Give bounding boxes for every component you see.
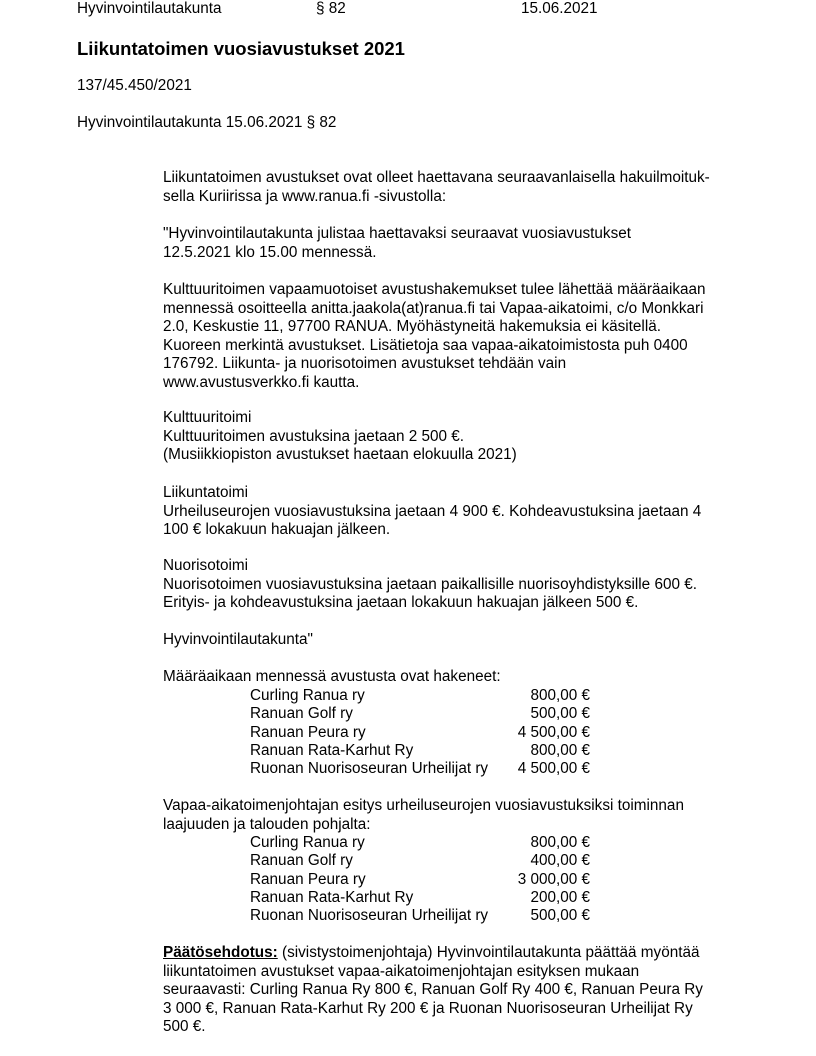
table-row [250, 834, 590, 852]
amount: 800,00 € [530, 741, 590, 759]
table-row [250, 760, 590, 778]
club-name: Curling Ranua ry [250, 834, 365, 851]
club-name: Ranuan Golf ry [250, 705, 353, 723]
club-name: Curling Ranua ry [250, 687, 365, 704]
applicants-heading [163, 668, 763, 687]
table-row [250, 871, 590, 889]
amount: 200,00 € [530, 888, 590, 906]
table-row [250, 907, 590, 925]
header-date: 15.06.2021 [521, 0, 598, 17]
text-line: 3 000 €, Ranuan Rata-Karhut Ry 200 € ja Ruonan Nuorisoseuran Urheilijat Ry [163, 999, 693, 1017]
text-line: 176792. Liikunta- ja nuorisotoimen avustukset tehdään vain [163, 355, 567, 373]
applicants-table [250, 687, 590, 778]
table-row [250, 687, 590, 705]
club-name: Ranuan Rata-Karhut Ry [250, 888, 414, 906]
text-line: Erityis- ja kohdeavustuksina jaetaan lokakuun hakuajan jälkeen 500 €. [163, 594, 639, 612]
text-line: www.avustusverkko.fi kautta. [163, 373, 360, 391]
proposal-table [250, 834, 590, 925]
table-row [250, 705, 590, 723]
club-name: Ranuan Peura ry [250, 870, 366, 888]
text-line: Kulttuuritoimen avustuksina jaetaan 2 500 €. [163, 427, 465, 445]
club-name: Ruonan Nuorisoseuran Urheilijat ry [250, 760, 489, 778]
text-line: Kuoreen merkintä avustukset. Lisätietoja saa vapaa-aikatoimistosta puh 0400 [163, 336, 688, 354]
section-heading: Liikuntatoimi [163, 484, 249, 501]
text-line: Vapaa-aikatoimenjohtajan esitys urheiluseurojen vuosiavustuksiksi toiminnan [163, 797, 684, 814]
club-name: Ranuan Peura ry [250, 723, 366, 741]
club-name: Ranuan Rata-Karhut Ry [250, 741, 414, 759]
club-name: Ranuan Golf ry [250, 852, 353, 870]
applicants-heading-text: Määräaikaan mennessä avustusta ovat hakeneet: [163, 668, 501, 685]
text-line: 2.0, Keskustie 11, 97700 RANUA. Myöhästyneitä hakemuksia ei käsitellä. [163, 318, 661, 336]
section-heading: Kulttuuritoimi [163, 409, 252, 426]
case-number: 137/45.450/2021 [77, 77, 192, 94]
text-line: seuraavasti: Curling Ranua Ry 800 €, Ranuan Golf Ry 400 €, Ranuan Peura Ry [163, 981, 703, 999]
text-line: laajuuden ja talouden pohjalta: [163, 815, 371, 833]
club-name: Ruonan Nuorisoseuran Urheilijat ry [250, 907, 489, 925]
announcement-signoff [163, 631, 763, 650]
amount: 800,00 € [530, 834, 590, 851]
table-row [250, 889, 590, 907]
text-line: Liikuntatoimen avustukset ovat olleet haettavana seuraavanlaisella hakuilmoituk- [163, 169, 710, 186]
header-board: Hyvinvointilautakunta [77, 0, 222, 17]
amount: 3 000,00 € [517, 870, 590, 888]
text-line [163, 944, 763, 963]
signoff-text: Hyvinvointilautakunta" [163, 631, 313, 648]
text-line: Urheiluseurojen vuosiavustuksina jaetaan 4 900 €. Kohdeavustuksina jaetaan 4 [163, 502, 702, 520]
decision-label: Päätösehdotus: [163, 944, 278, 961]
document-title: Liikuntatoimen vuosiavustukset 2021 [77, 38, 405, 59]
text-line: liikuntatoimen avustukset vapaa-aikatoimenjohtajan esityksen mukaan [163, 962, 640, 980]
table-row [250, 852, 590, 870]
text-line: 12.5.2021 klo 15.00 mennessä. [163, 243, 377, 261]
header-section: § 82 [316, 0, 346, 17]
decision-first-line: (sivistystoimenjohtaja) Hyvinvointilautakunta päättää myöntää [277, 944, 700, 961]
amount: 500,00 € [530, 705, 590, 723]
text-line: (Musiikkiopiston avustukset haetaan elokuulla 2021) [163, 446, 517, 464]
meeting-reference: Hyvinvointilautakunta 15.06.2021 § 82 [77, 114, 337, 131]
youth-section [163, 557, 763, 613]
decision-proposal [163, 944, 763, 1037]
sports-section [163, 484, 763, 540]
amount: 500,00 € [530, 907, 590, 925]
text-line: "Hyvinvointilautakunta julistaa haettavaksi seuraavat vuosiavustukset [163, 225, 631, 242]
amount: 4 500,00 € [517, 760, 590, 778]
amount: 400,00 € [530, 852, 590, 870]
text-line: 100 € lokakuun hakuajan jälkeen. [163, 521, 391, 539]
text-line: 500 €. [163, 1018, 206, 1036]
announcement-paragraph [163, 225, 763, 262]
table-row [250, 742, 590, 760]
section-heading: Nuorisotoimi [163, 557, 249, 574]
text-line: mennessä osoitteella anitta.jaakola(at)ranua.fi tai Vapaa-aikatoimi, c/o Monkkari [163, 299, 704, 317]
text-line: Nuorisotoimen vuosiavustuksina jaetaan paikallisille nuorisoyhdistyksille 600 €. [163, 575, 697, 593]
proposal-heading [163, 797, 763, 834]
text-line: sella Kuriirissa ja www.ranua.fi -sivustolla: [163, 187, 447, 205]
text-line: Kulttuuritoimen vapaamuotoiset avustushakemukset tulee lähettää määräaikaan [163, 281, 706, 298]
amount: 4 500,00 € [517, 723, 590, 741]
table-row [250, 724, 590, 742]
culture-section [163, 409, 763, 465]
intro-paragraph [163, 169, 763, 206]
instructions-paragraph [163, 281, 763, 393]
amount: 800,00 € [530, 687, 590, 704]
